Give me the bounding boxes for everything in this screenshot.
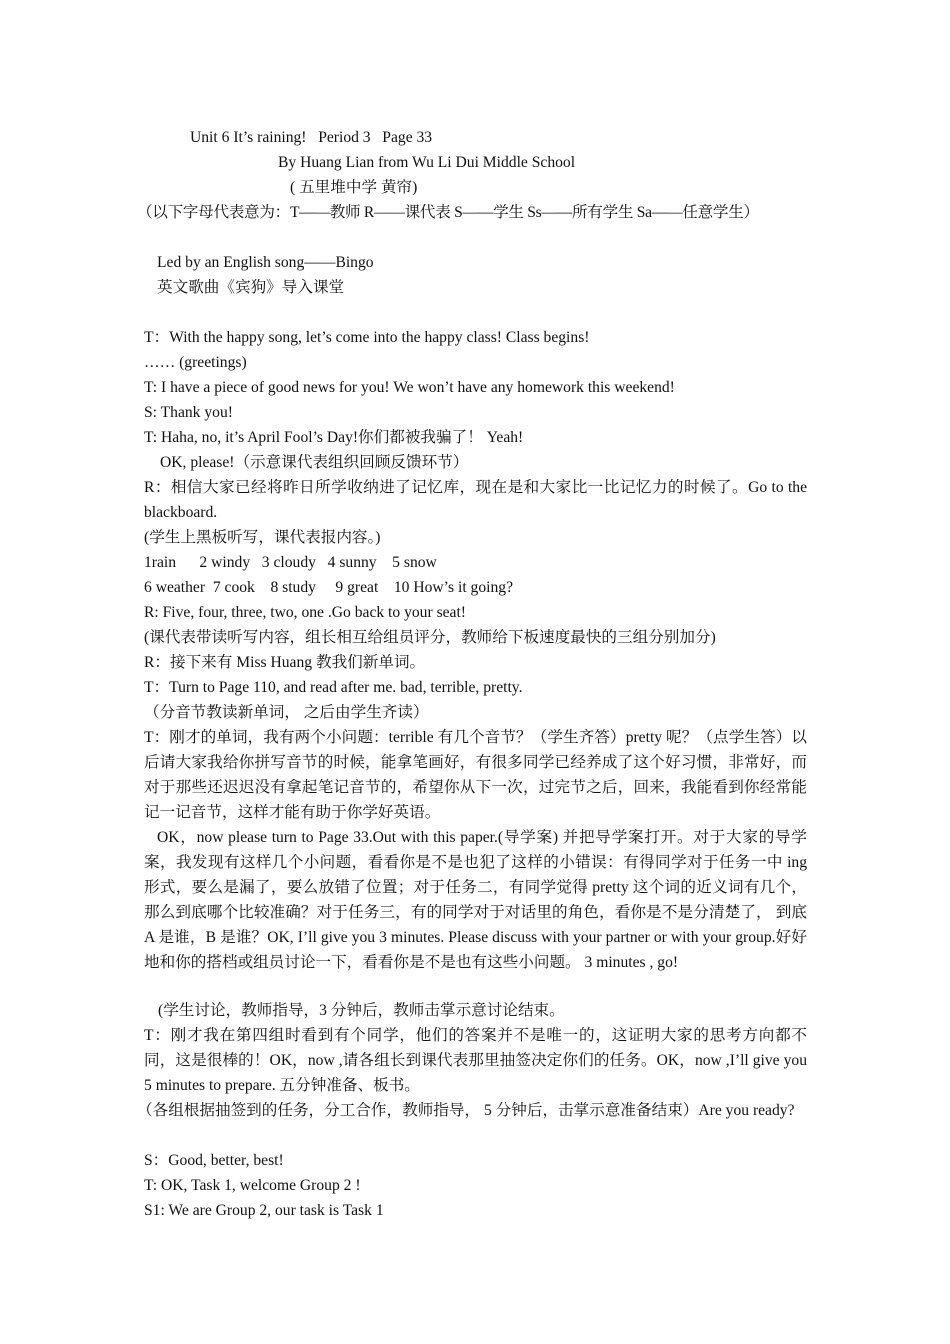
lesson-title: Unit 6 It’s raining! Period 3 Page 33: [190, 129, 433, 146]
dialogue-line: …… (greetings): [144, 354, 247, 371]
dialogue-paragraph: R：相信大家已经将昨日所学收纳进了记忆库，现在是和大家比一比记忆力的时候了。Go to the blackboard.: [144, 479, 807, 521]
dialogue-line: (课代表带读听写内容，组长相互给组员评分，教师给下板速度最快的三组分别加分): [144, 629, 716, 646]
dialogue-line: S：Good, better, best!: [144, 1152, 284, 1169]
author-chinese: ( 五里堆中学 黄帘): [290, 179, 418, 196]
dialogue-line: （分音节教读新单词， 之后由学生齐读）: [144, 704, 429, 721]
dialogue-paragraph: OK，now please turn to Page 33.Out with this paper.(导学案) 并把导学案打开。对于大家的导学案，我发现有这样几个小问题，看看你是不是也犯了这样的小错误：有得同学对于任务一中 ing 形式，要么是漏了，要么放错了位置；对于任务二，有同学觉得 pretty 这个词的近义词有几个，那么到底哪个比较准确？对于任务三，有的同学对于对话里的角色，看你是不是分清楚了， 到底 A 是谁，B 是谁？OK, I’ll give you 3 minutes. Please discuss with your partner or with your group.好好地和你的搭档或组员讨论一下，看看你是不是也有这些小问题。 3 minutes , go!: [144, 829, 807, 971]
dialogue-paragraph: T：刚才我在第四组时看到有个同学，他们的答案并不是唯一的，这证明大家的思考方向都不同，这是很棒的！OK，now ,请各组长到课代表那里抽签决定你们的任务。OK，now ,I’ll give you 5 minutes to prepare. 五分钟准备、板书。: [144, 1027, 807, 1094]
dialogue-line: (学生讨论，教师指导，3 分钟后，教师击掌示意讨论结束。: [158, 1002, 565, 1019]
dialogue-line: S1: We are Group 2, our task is Task 1: [144, 1202, 384, 1219]
dialogue-line: OK, please!（示意课代表组织回顾反馈环节）: [160, 454, 469, 471]
dialogue-line: T：With the happy song, let’s come into the happy class! Class begins!: [144, 329, 590, 346]
dialogue-line: R: Five, four, three, two, one .Go back to your seat!: [144, 604, 467, 621]
vocabulary-list: 1rain 2 windy 3 cloudy 4 sunny 5 snow: [144, 554, 437, 571]
dialogue-line: R：接下来有 Miss Huang 教我们新单词。: [144, 654, 426, 671]
dialogue-line: T：Turn to Page 110, and read after me. bad, terrible, pretty.: [144, 679, 523, 696]
dialogue-paragraph: （各组根据抽签到的任务，分工合作，教师指导， 5 分钟后，击掌示意准备结束）Are you ready?: [137, 1102, 795, 1119]
dialogue-line: T: Haha, no, it’s April Fool’s Day!你们都被我骗了！ Yeah!: [144, 429, 524, 446]
intro-song: Led by an English song——Bingo: [157, 254, 374, 271]
dialogue-line: (学生上黑板听写，课代表报内容。): [144, 529, 381, 546]
dialogue-line: T: I have a piece of good news for you! We won’t have any homework this weekend!: [144, 379, 675, 396]
author-line: By Huang Lian from Wu Li Dui Middle School: [278, 154, 576, 171]
dialogue-line: T: OK, Task 1, welcome Group 2 !: [144, 1177, 361, 1194]
dialogue-paragraph: T：刚才的单词，我有两个小问题：terrible 有几个音节？（学生齐答）pretty 呢？（点学生答）以后请大家我给你拼写音节的时候，能拿笔画好，有很多同学已经养成了这个好习惯，非常好，而对于那些还迟迟没有拿起笔记音节的，希望你从下一次，过完节之后，回来，我能看到你经常能记一记音节，这样才能有助于你学好英语。: [144, 729, 807, 821]
vocabulary-list: 6 weather 7 cook 8 study 9 great 10 How’s it going?: [144, 579, 513, 596]
abbreviation-legend: （以下字母代表意为：T——教师 R——课代表 S——学生 Ss——所有学生 Sa——任意学生）: [137, 204, 759, 221]
intro-song-chinese: 英文歌曲《宾狗》导入课堂: [157, 279, 345, 296]
dialogue-line: S: Thank you!: [144, 404, 233, 421]
